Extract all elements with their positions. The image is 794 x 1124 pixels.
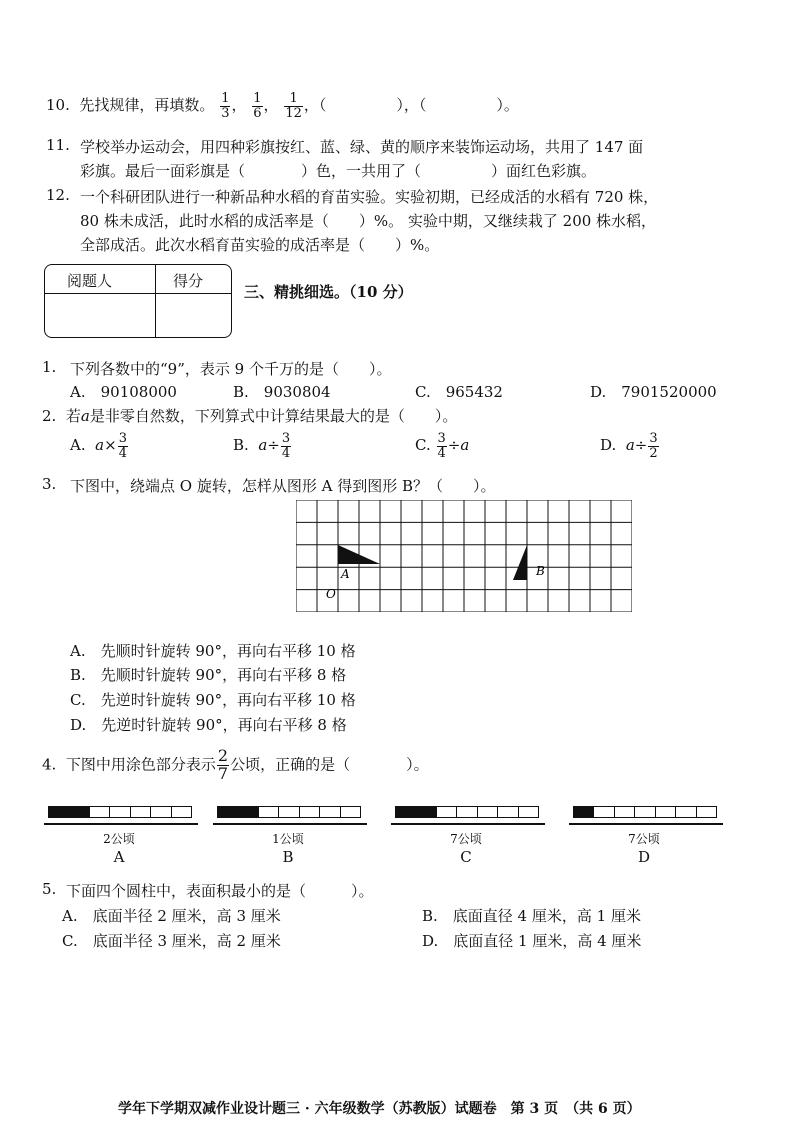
m2-stem: 2. 若a是非零自然数，下列算式中计算结果最大的是（ ）。 [42,407,458,425]
area-bar-c [395,806,539,818]
label-b: B [536,564,545,578]
m5-stem: 下面四个圆柱中，表面积最小的是（ ）。 [66,882,374,900]
bar-cell [656,807,676,817]
m5-option-c: C. 底面半径 3 厘米，高 2 厘米 [62,932,281,950]
bar-cell [478,807,498,817]
q10-fraction-3: $\frac{1}{12}$ [285,91,302,121]
q11-number: 11. [46,136,70,154]
m1-option-a: A. 90108000 [70,383,177,401]
m3-option-c: C. 先逆时针旋转 90°，再向右平移 10 格 [70,691,356,709]
bar-cell [437,807,457,817]
m1-stem: 下列各数中的“9”，表示 9 个千万的是（ ）。 [70,360,392,378]
m3-option-d: D. 先逆时针旋转 90°，再向右平移 8 格 [70,716,347,734]
bar-cell [574,807,594,817]
q12-line1: 一个科研团队进行一种新品种水稻的育苗实验。实验初期，已经成活的水稻有 720 株， [80,188,659,206]
area-bar-d [573,806,717,818]
bar-cell [519,807,538,817]
bar-option-letter: C [460,848,472,866]
q10-text: 先找规律，再填数。 [79,96,215,115]
m5-option-b: B. 底面直径 4 厘米，高 1 厘米 [422,907,641,925]
score-box [44,264,232,338]
m2-option-d: D. a÷ $\frac{3}{2}$ [600,431,658,461]
m1-option-b: B. 9030804 [233,383,331,401]
bar-cell [151,807,171,817]
bar-option-letter: A [113,848,125,866]
q10-fraction-2: $\frac{1}{6}$ [253,91,262,121]
bar-label: 1公顷 [272,832,304,846]
bar-cell [238,807,258,817]
page-footer: 学年下学期双减作业设计题三 · 六年级数学（苏教版）试题卷 第 3 页 （共 6 页） [118,1101,641,1117]
bar-cell [635,807,655,817]
bar-cell [300,807,320,817]
q12-line3: 全部成活。此次水稻育苗实验的成活率是（ ）%。 [80,236,440,254]
q10: 10. 先找规律，再填数。 $\frac{1}{3}$ ， $\frac{1}{6}$ ， $\frac{1}{12}$ ，（ ），（ ）。 [46,91,519,121]
bar-cell [697,807,716,817]
m3-option-a: A. 先顺时针旋转 90°，再向右平移 10 格 [70,642,356,660]
bar-cell [49,807,69,817]
m5-option-a: A. 底面半径 2 厘米，高 3 厘米 [62,907,281,925]
m5-option-d: D. 底面直径 1 厘米，高 4 厘米 [422,932,642,950]
m3-option-b: B. 先顺时针旋转 90°，再向右平移 8 格 [70,666,347,684]
bar-option-letter: B [282,848,294,866]
m2-option-a: A. a× $\frac{3}{4}$ [70,431,127,461]
section-3-title: 三、精挑细选。（10 分） [244,283,413,301]
bar-baseline [213,823,367,825]
area-bar-b [217,806,361,818]
m2-option-c: C. $\frac{3}{4}$ ÷a [415,431,470,461]
bar-cell [131,807,151,817]
area-bar-a [48,806,192,818]
rotation-grid [296,500,632,612]
bar-cell [279,807,299,817]
label-o: O [326,587,336,601]
bar-cell [90,807,110,817]
q11-line1: 学校举办运动会，用四种彩旗按红、蓝、绿、黄的顺序来装饰运动场，共用了 147 面 [80,138,644,156]
q11-line2: 彩旗。最后一面彩旗是（ ）色，一共用了（ ）面红色彩旗。 [80,162,597,180]
bar-cell [416,807,436,817]
reviewer-label: 阅题人 [67,272,113,290]
m5-number: 5. [42,880,57,898]
q10-fraction-1: $\frac{1}{3}$ [221,91,230,121]
bar-cell [396,807,416,817]
m3-number: 3. [42,475,57,493]
q12-number: 12. [46,186,70,204]
bar-label: 7公顷 [628,832,660,846]
q12-line2: 80 株未成活，此时水稻的成活率是（ ）%。 实验中期，又继续栽了 200 株水稻， [80,212,657,230]
m1-number: 1. [42,358,57,376]
bar-cell [69,807,89,817]
bar-cell [172,807,191,817]
bar-cell [615,807,635,817]
bar-option-letter: D [637,848,651,866]
bar-cell [594,807,614,817]
q10-number: 10. [46,96,70,115]
bar-baseline [569,823,723,825]
score-label: 得分 [173,272,204,290]
bar-label: 2公顷 [103,832,135,846]
bar-label: 7公顷 [450,832,482,846]
m3-stem: 下图中，绕端点 O 旋转，怎样从图形 A 得到图形 B？（ ）。 [70,477,496,495]
shape-b [513,545,527,580]
bar-baseline [391,823,545,825]
m1-option-c: C. 965432 [415,383,503,401]
m1-option-d: D. 7901520000 [590,383,717,401]
bar-baseline [44,823,198,825]
bar-cell [218,807,238,817]
m4-stem: 4. 下图中用涂色部分表示 $\frac{2}{7}$ 公顷，正确的是（ ）。 [42,746,429,783]
bar-cell [110,807,130,817]
bar-cell [498,807,518,817]
bar-cell [259,807,279,817]
m2-option-b: B. a÷ $\frac{3}{4}$ [233,431,291,461]
bar-cell [457,807,477,817]
bar-cell [676,807,696,817]
bar-cell [320,807,340,817]
label-a: A [341,567,350,581]
bar-cell [341,807,360,817]
